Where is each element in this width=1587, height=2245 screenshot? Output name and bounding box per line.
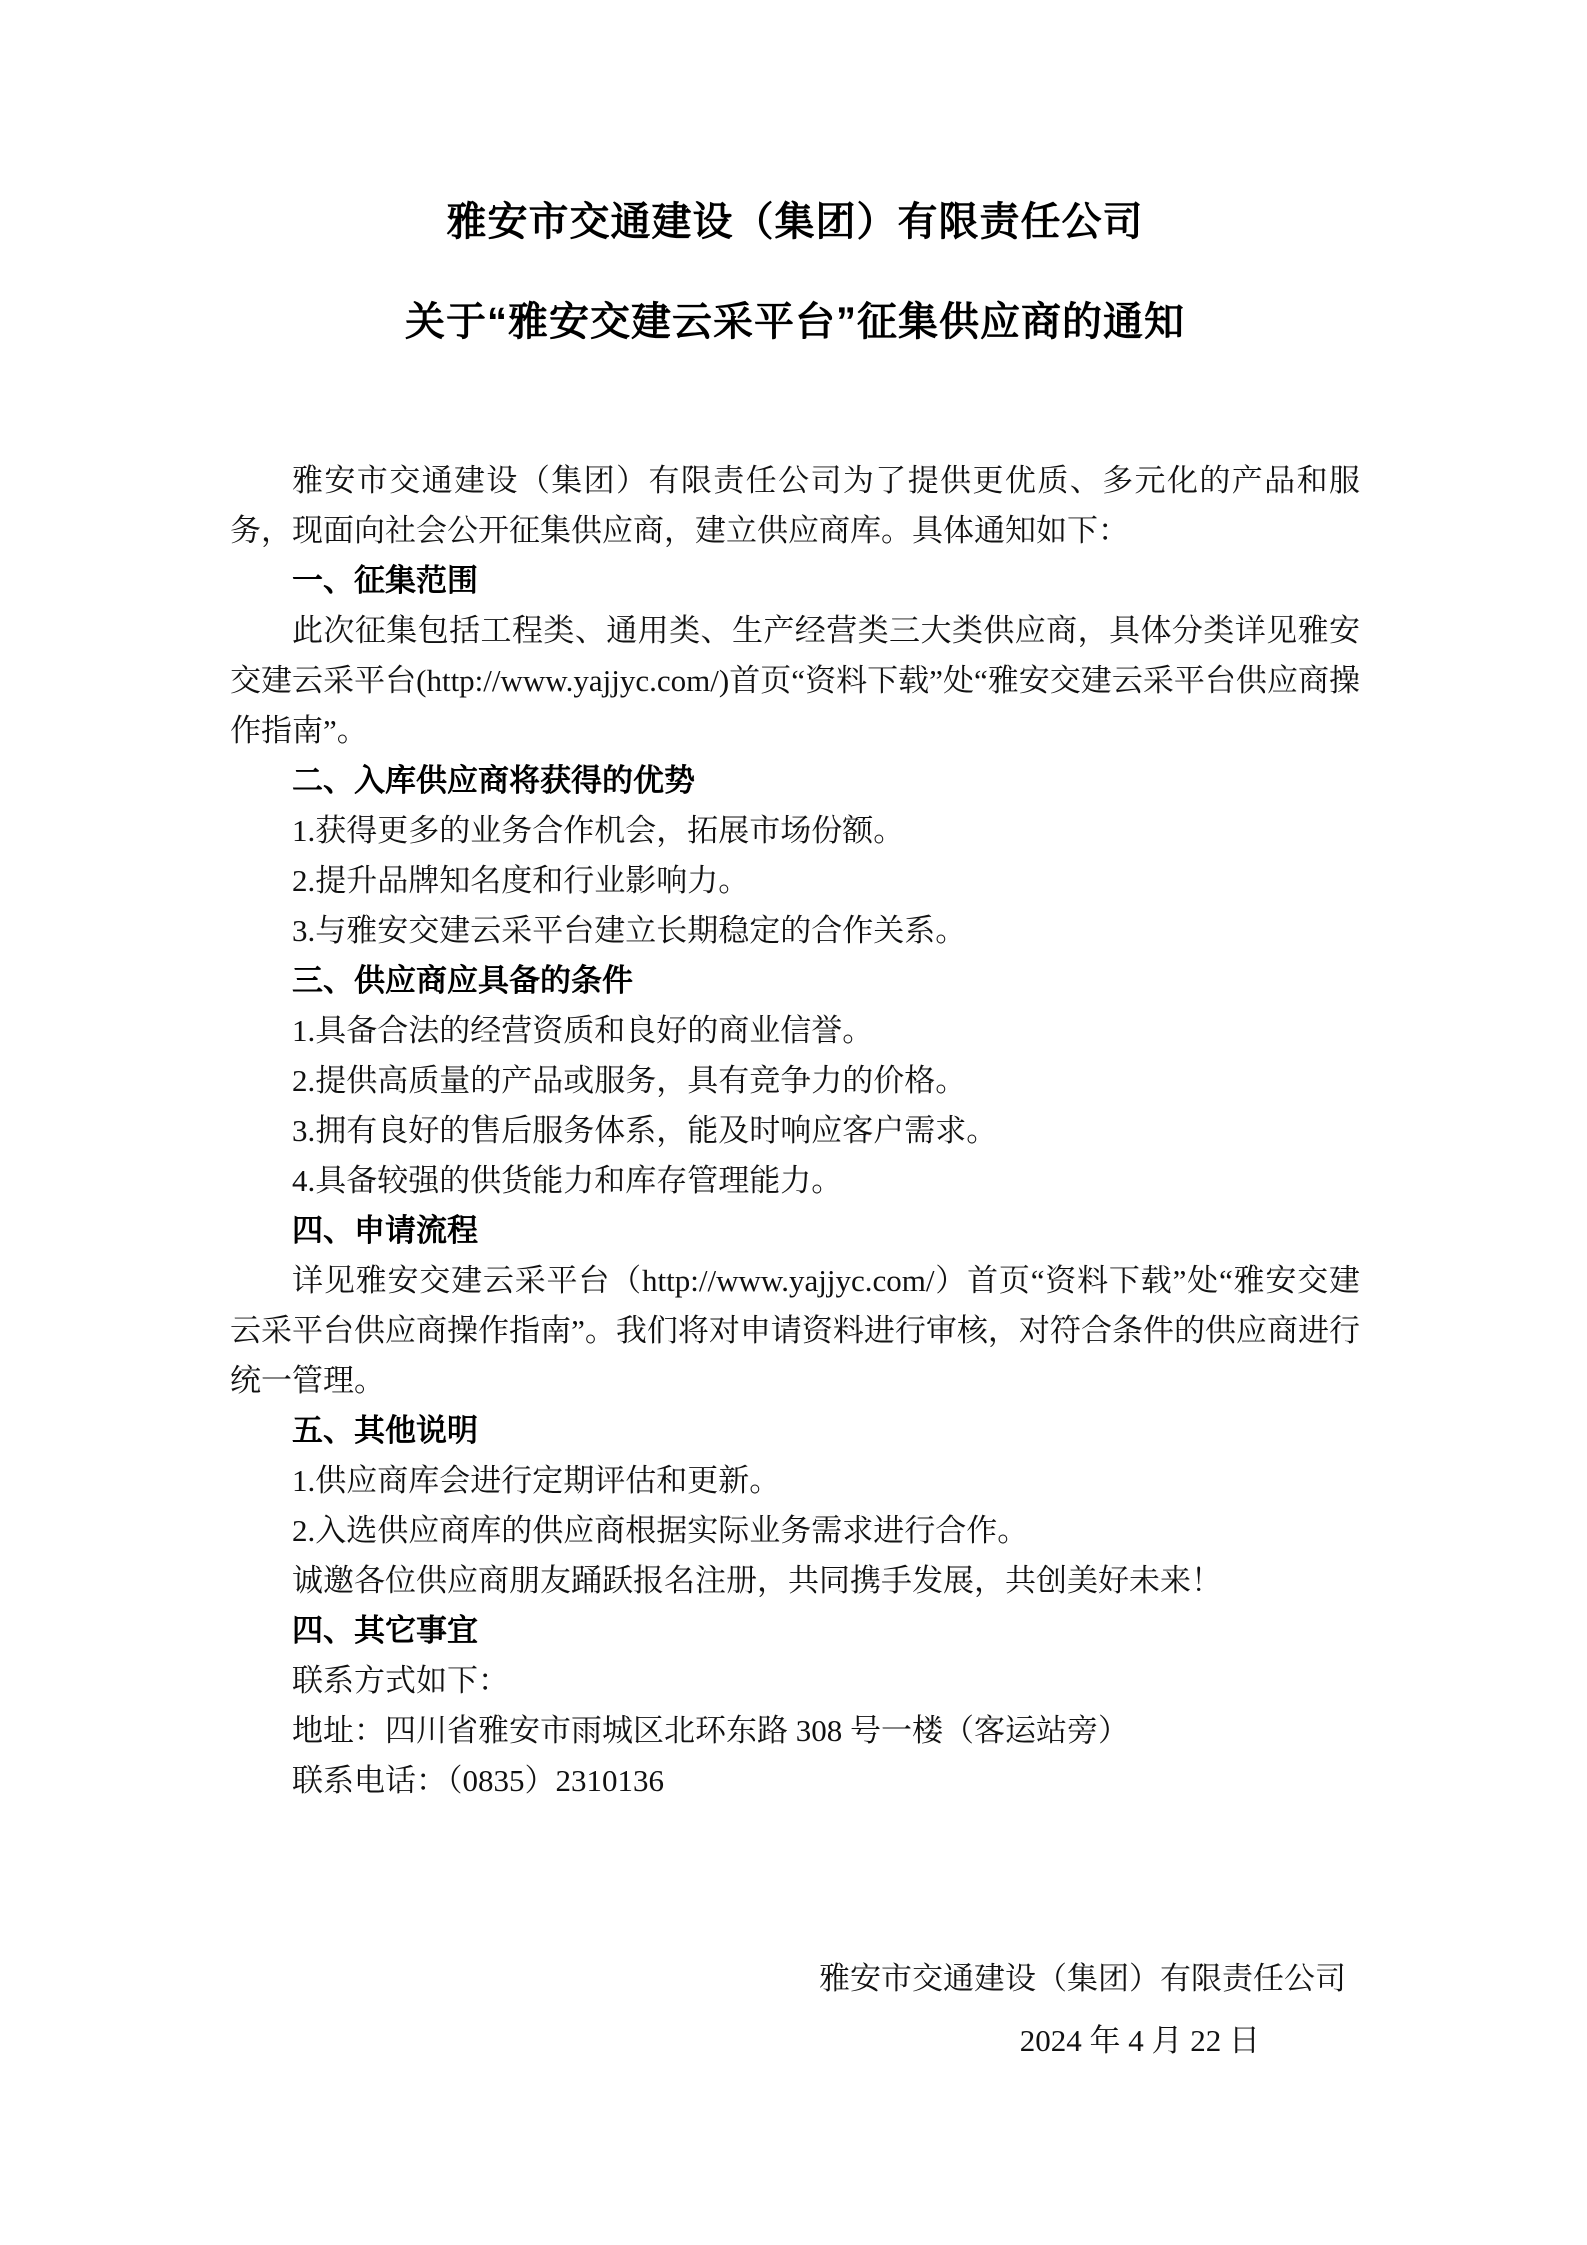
document-title-line2: 关于“雅安交建云采平台”征集供应商的通知 xyxy=(405,300,1185,344)
body-paragraph: 1.供应商库会进行定期评估和更新。 xyxy=(292,1463,781,1498)
body-paragraph: 3.拥有良好的售后服务体系，能及时响应客户需求。 xyxy=(292,1113,998,1148)
intro-paragraph: 雅安市交通建设（集团）有限责任公司为了提供更优质、多元化的产品和服务，现面向社会公开征集供应商，建立供应商库。具体通知如下： xyxy=(230,463,1360,548)
section-heading-5: 五、其他说明 xyxy=(292,1413,478,1448)
section-heading-3: 三、供应商应具备的条件 xyxy=(292,963,633,998)
contact-phone-line: 联系电话：（0835）2310136 xyxy=(292,1763,664,1798)
body-paragraph: 1.具备合法的经营资质和良好的商业信誉。 xyxy=(292,1013,874,1048)
document-content xyxy=(230,0,1360,2066)
body-paragraph: 2.入选供应商库的供应商根据实际业务需求进行合作。 xyxy=(292,1513,1029,1548)
body-paragraph: 4.具备较强的供货能力和库存管理能力。 xyxy=(292,1163,843,1198)
document-title-line1: 雅安市交通建设（集团）有限责任公司 xyxy=(446,200,1144,244)
signature-date: 2024 年 4 月 22 日 xyxy=(1019,2023,1260,2058)
body-paragraph: 诚邀各位供应商朋友踊跃报名注册，共同携手发展，共创美好未来！ xyxy=(292,1563,1222,1598)
signature-block xyxy=(230,1954,1360,2066)
signature-company: 雅安市交通建设（集团）有限责任公司 xyxy=(819,1961,1346,1996)
document-body xyxy=(230,456,1360,1806)
body-paragraph: 2.提供高质量的产品或服务，具有竞争力的价格。 xyxy=(292,1063,967,1098)
section-heading-2: 二、入库供应商将获得的优势 xyxy=(292,763,695,798)
section-heading-6: 四、其它事宜 xyxy=(292,1613,478,1648)
body-paragraph: 2.提升品牌知名度和行业影响力。 xyxy=(292,863,750,898)
body-paragraph: 1.获得更多的业务合作机会，拓展市场份额。 xyxy=(292,813,905,848)
body-paragraph: 详见雅安交建云采平台（http://www.yajjyc.com/）首页“资料下载”处“雅安交建云采平台供应商操作指南”。我们将对申请资料进行审核，对符合条件的供应商进行统一管理。 xyxy=(230,1263,1360,1398)
section-heading-4: 四、申请流程 xyxy=(292,1213,478,1248)
body-paragraph: 此次征集包括工程类、通用类、生产经营类三大类供应商，具体分类详见雅安交建云采平台(http://www.yajjyc.com/)首页“资料下载”处“雅安交建云采平台供应商操作指南”。 xyxy=(230,613,1360,748)
body-paragraph: 3.与雅安交建云采平台建立长期稳定的合作关系。 xyxy=(292,913,967,948)
contact-address-line: 地址：四川省雅安市雨城区北环东路 308 号一楼（客运站旁） xyxy=(292,1713,1129,1748)
contact-intro-line: 联系方式如下： xyxy=(292,1663,509,1698)
section-heading-1: 一、征集范围 xyxy=(292,563,478,598)
